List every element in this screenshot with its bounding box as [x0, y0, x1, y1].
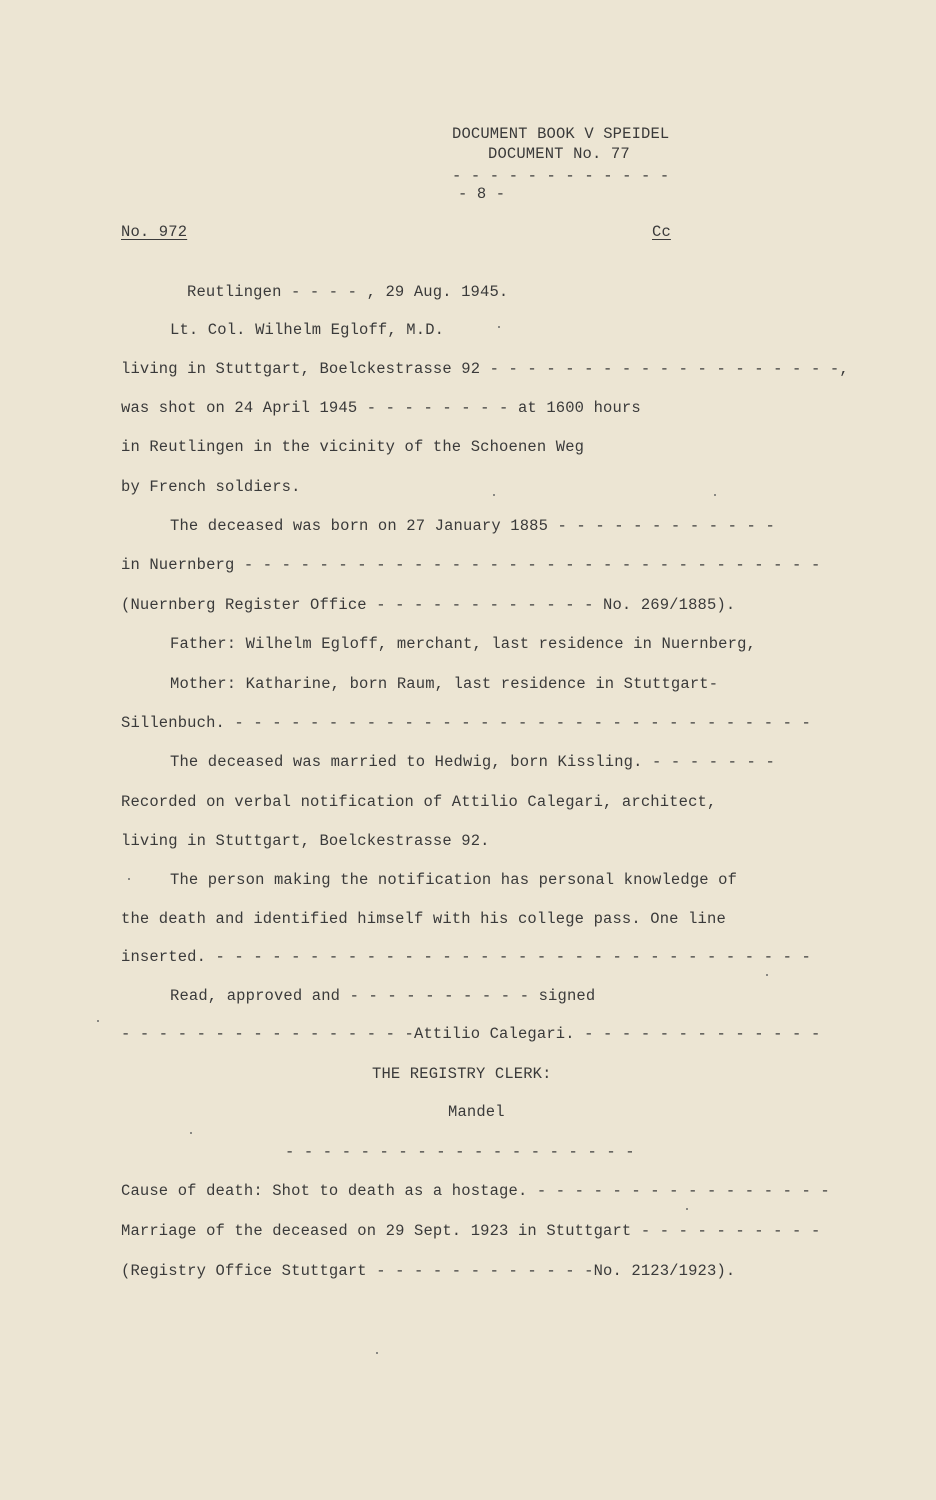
paper-speck [714, 494, 716, 496]
entry-code: Cc [652, 223, 671, 241]
birth-line: The deceased was born on 27 January 1885 - - - - - - - - - - - - [170, 517, 775, 535]
paper-speck [376, 1352, 378, 1354]
knowledge-line: The person making the notification has personal knowledge of [170, 871, 738, 889]
residence-line: living in Stuttgart, Boelckestrasse 92 - - - - - - - - - - - - - - - - - - -, [121, 360, 849, 378]
paper-speck [493, 494, 495, 496]
inserted-line: inserted. - - - - - - - - - - - - - - - - - - - - - - - - - - - - - - - - [121, 948, 811, 966]
clerk-rule: - - - - - - - - - - - - - - - - - - - [285, 1143, 635, 1161]
signature-line: - - - - - - - - - - - - - - - -Attilio Calegari. - - - - - - - - - - - - - [121, 1025, 821, 1043]
location-line: in Reutlingen in the vicinity of the Schoenen Weg [121, 438, 585, 456]
document-book-title: DOCUMENT BOOK V SPEIDEL [452, 125, 670, 143]
marriage-line: Marriage of the deceased on 29 Sept. 1923 in Stuttgart - - - - - - - - - - [121, 1222, 821, 1240]
entry-number: No. 972 [121, 223, 188, 241]
register-office-line: (Nuernberg Register Office - - - - - - - - - - - - No. 269/1885). [121, 596, 736, 614]
registry-office-line: (Registry Office Stuttgart - - - - - - - - - - - -No. 2123/1923). [121, 1262, 736, 1280]
paper-speck [686, 1208, 688, 1210]
identification-line: the death and identified himself with his college pass. One line [121, 910, 726, 928]
registry-clerk-title: THE REGISTRY CLERK: [372, 1065, 552, 1083]
page-number: - 8 - [458, 185, 506, 203]
recorded-line: Recorded on verbal notification of Attilio Calegari, architect, [121, 793, 717, 811]
father-line: Father: Wilhelm Egloff, merchant, last residence in Nuernberg, [170, 635, 756, 653]
soldiers-line: by French soldiers. [121, 478, 301, 496]
mother-residence-line: Sillenbuch. - - - - - - - - - - - - - - - - - - - - - - - - - - - - - - - [121, 714, 811, 732]
paper-speck [766, 974, 768, 976]
paper-speck [97, 1020, 99, 1022]
header-rule: - - - - - - - - - - - - [452, 167, 670, 185]
paper-speck [128, 878, 130, 880]
deceased-name-line: Lt. Col. Wilhelm Egloff, M.D. [170, 321, 445, 339]
shot-date-line: was shot on 24 April 1945 - - - - - - - - at 1600 hours [121, 399, 641, 417]
registry-clerk-name: Mandel [448, 1103, 505, 1121]
married-line: The deceased was married to Hedwig, born Kissling. - - - - - - - [170, 753, 775, 771]
paper-speck [190, 1132, 192, 1134]
paper-speck [498, 326, 500, 328]
mother-line: Mother: Katharine, born Raum, last residence in Stuttgart- [170, 675, 719, 693]
informant-residence-line: living in Stuttgart, Boelckestrasse 92. [121, 832, 490, 850]
document-number: DOCUMENT No. 77 [488, 145, 630, 163]
place-date-line: Reutlingen - - - - , 29 Aug. 1945. [187, 283, 509, 301]
cause-of-death-line: Cause of death: Shot to death as a hostage. - - - - - - - - - - - - - - - - [121, 1182, 830, 1200]
birthplace-line: in Nuernberg - - - - - - - - - - - - - - - - - - - - - - - - - - - - - - - [121, 556, 821, 574]
approval-line: Read, approved and - - - - - - - - - - signed [170, 987, 596, 1005]
